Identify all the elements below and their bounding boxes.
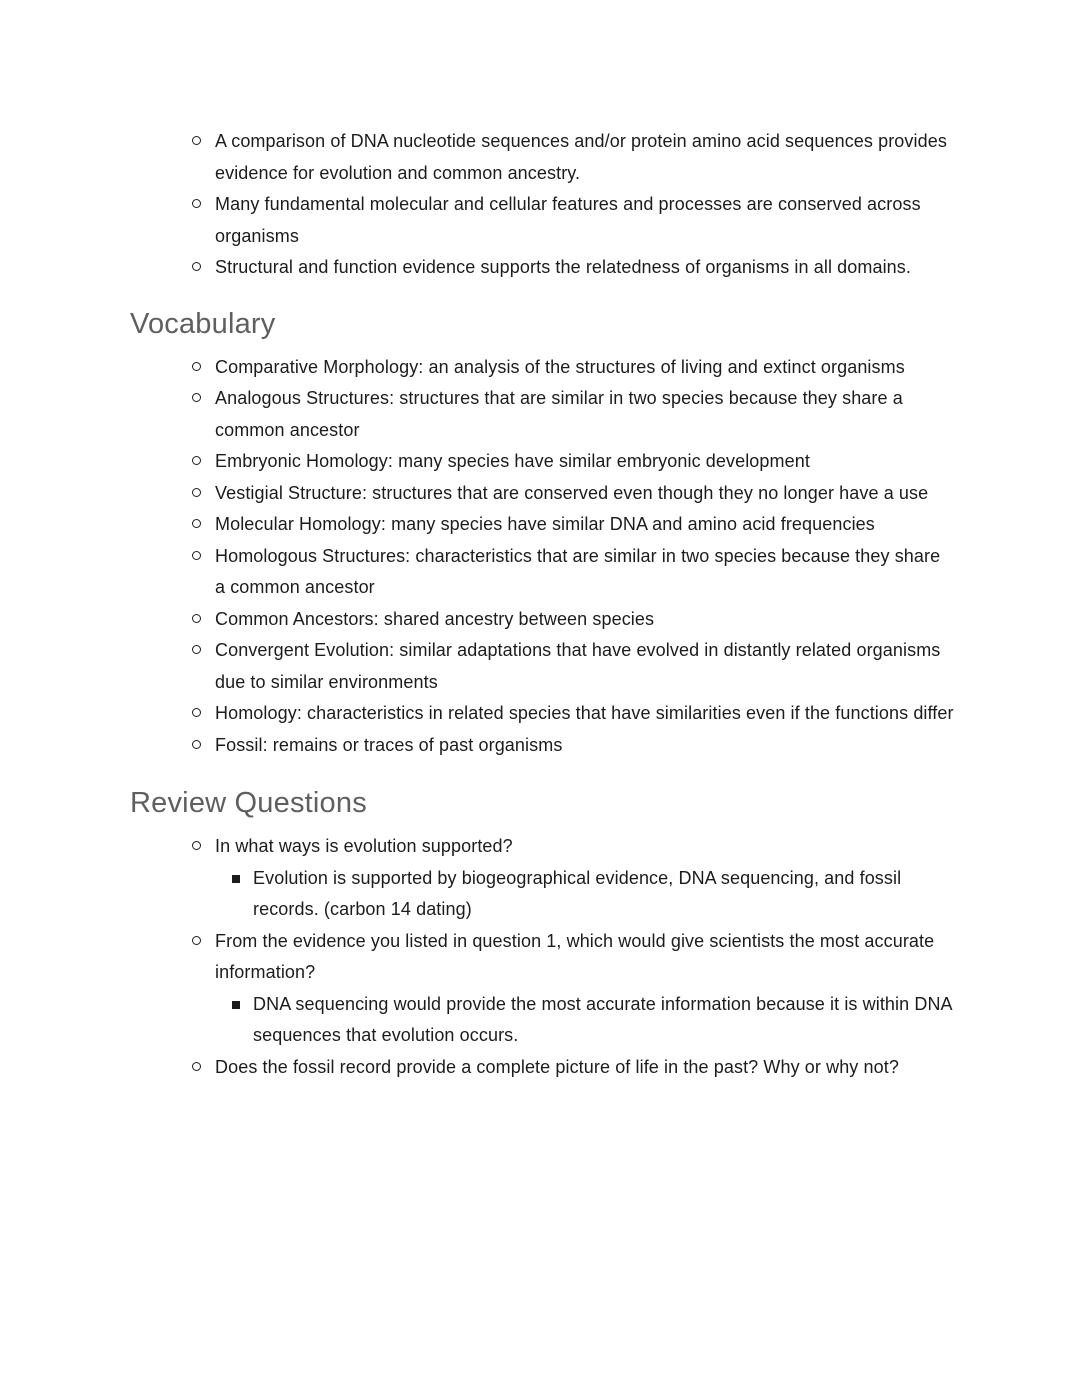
list-item xyxy=(130,478,955,510)
bullet-text: Embryonic Homology: many species have similar embryonic development xyxy=(215,451,810,471)
list-item xyxy=(130,189,955,252)
circle-bullet-icon xyxy=(192,740,201,749)
bullet-text: Vestigial Structure: structures that are conserved even though they no longer have a use xyxy=(215,482,929,503)
bullet-text: Molecular Homology: many species have similar DNA and amino acid frequencies xyxy=(215,514,875,534)
bullet-text: Comparative Morphology: an analysis of the structures of living and extinct organisms xyxy=(215,356,905,377)
question-text: In what ways is evolution supported? xyxy=(215,836,513,856)
circle-bullet-icon xyxy=(192,551,201,560)
circle-bullet-icon xyxy=(192,841,201,850)
bullet-text: Common Ancestors: shared ancestry between species xyxy=(215,608,655,629)
review-questions-list xyxy=(130,831,955,1083)
circle-bullet-icon xyxy=(192,362,201,371)
section-heading-vocabulary: Vocabulary xyxy=(130,307,276,340)
vocabulary-bullet-list xyxy=(130,352,955,762)
answer-text: Evolution is supported by biogeographical evidence, DNA sequencing, and fossil records. (carbon 14 dating) xyxy=(253,867,902,919)
circle-bullet-icon xyxy=(192,136,201,145)
circle-bullet-icon xyxy=(192,456,201,465)
list-item xyxy=(130,446,955,478)
circle-bullet-icon xyxy=(192,614,201,623)
bullet-text: Structural and function evidence supports the relatedness of organisms in all domains. xyxy=(215,257,911,277)
list-item-question xyxy=(130,926,955,989)
bullet-text: A comparison of DNA nucleotide sequences and/or protein amino acid sequences provides evidence for evolution and common ancestry. xyxy=(215,131,947,183)
list-item-question xyxy=(130,831,955,863)
circle-bullet-icon xyxy=(192,199,201,208)
list-item-answer xyxy=(130,863,955,926)
list-item-question xyxy=(130,1052,955,1084)
list-item xyxy=(130,730,955,762)
circle-bullet-icon xyxy=(192,936,201,945)
list-item xyxy=(130,352,955,384)
bullet-text: Homologous Structures: characteristics that are similar in two species because they share a common ancestor xyxy=(215,545,941,597)
bullet-text: Homology: characteristics in related species that have similarities even if the functions differ xyxy=(215,703,954,723)
list-item-answer xyxy=(130,989,955,1052)
list-item xyxy=(130,635,955,698)
bullet-text: Convergent Evolution: similar adaptations that have evolved in distantly related organisms due to similar environments xyxy=(215,640,941,692)
bullet-text: Many fundamental molecular and cellular features and processes are conserved across organisms xyxy=(215,194,921,246)
bullet-text: Analogous Structures: structures that are similar in two species because they share a common ancestor xyxy=(215,388,903,440)
list-item xyxy=(130,541,955,604)
circle-bullet-icon xyxy=(192,519,201,528)
circle-bullet-icon xyxy=(192,1062,201,1071)
list-item xyxy=(130,126,955,189)
section-heading-review-questions: Review Questions xyxy=(130,787,367,819)
list-item xyxy=(130,509,955,541)
circle-bullet-icon xyxy=(192,393,201,402)
question-text: Does the fossil record provide a complete picture of life in the past? Why or why not? xyxy=(215,1056,899,1077)
circle-bullet-icon xyxy=(192,708,201,717)
list-item xyxy=(130,252,955,284)
square-bullet-icon xyxy=(232,1001,240,1009)
circle-bullet-icon xyxy=(192,645,201,654)
list-item xyxy=(130,604,955,636)
question-text: From the evidence you listed in question 1, which would give scientists the most accurate information? xyxy=(215,930,935,982)
list-item xyxy=(130,698,955,730)
answer-text: DNA sequencing would provide the most accurate information because it is within DNA sequences that evolution occurs. xyxy=(253,993,952,1045)
square-bullet-icon xyxy=(232,875,240,883)
list-item xyxy=(130,383,955,446)
circle-bullet-icon xyxy=(192,262,201,271)
intro-bullet-list xyxy=(130,126,955,284)
circle-bullet-icon xyxy=(192,488,201,497)
bullet-text: Fossil: remains or traces of past organisms xyxy=(215,734,563,755)
